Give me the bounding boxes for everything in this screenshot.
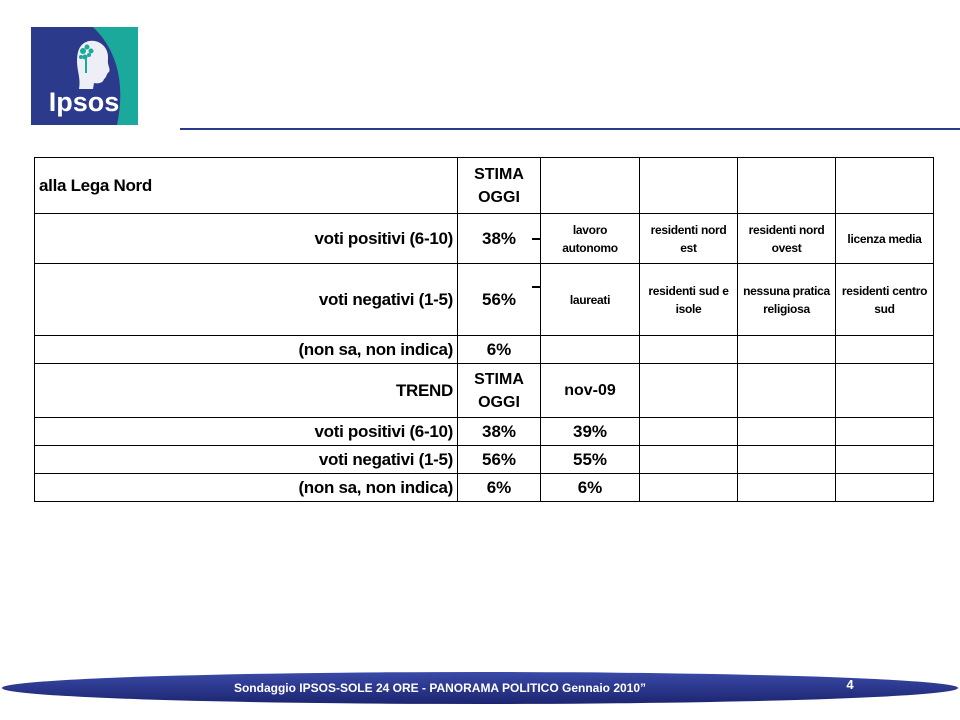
empty-cell <box>738 158 836 214</box>
segment-cell: nessuna pratica religiosa <box>738 264 836 336</box>
segment-cell: licenza media <box>836 214 934 264</box>
empty-cell <box>738 336 836 364</box>
arrow-right-icon <box>532 281 541 293</box>
footer-text: Sondaggio IPSOS-SOLE 24 ORE - PANORAMA POLITICO Gennaio 2010” <box>233 681 647 695</box>
trend-prev-header: nov-09 <box>541 364 640 418</box>
table-row <box>35 336 934 364</box>
empty-cell <box>640 474 738 502</box>
empty-cell <box>836 418 934 446</box>
segment-cell: laureati <box>541 264 640 336</box>
empty-cell <box>738 446 836 474</box>
empty-cell <box>836 336 934 364</box>
segment-cell: residenti nord est <box>640 214 738 264</box>
table-header-row <box>35 158 934 214</box>
empty-cell <box>640 364 738 418</box>
trend-prev: 6% <box>541 474 640 502</box>
segment-cell: lavoro autonomo <box>541 214 640 264</box>
row-label: voti positivi (6-10) <box>35 214 458 264</box>
table-title: alla Lega Nord <box>35 158 458 214</box>
segment-cell: residenti sud e isole <box>640 264 738 336</box>
ipsos-logo <box>31 27 138 125</box>
table-row <box>35 214 934 264</box>
logo-text: Ipsos <box>48 87 120 117</box>
empty-cell <box>640 158 738 214</box>
row-value <box>458 214 541 264</box>
row-label: voti negativi (1-5) <box>35 264 458 336</box>
trend-row-label: voti positivi (6-10) <box>35 418 458 446</box>
row-value: 6% <box>458 336 541 364</box>
empty-cell <box>836 446 934 474</box>
arrow-right-icon <box>532 233 541 245</box>
opinion-table <box>34 157 934 502</box>
trend-estimate-line2: OGGI <box>478 393 520 411</box>
row-value-text: 38% <box>481 228 517 248</box>
row-value <box>458 264 541 336</box>
empty-cell <box>640 336 738 364</box>
row-value-text: 56% <box>481 289 517 309</box>
trend-row-label: (non sa, non indica) <box>35 474 458 502</box>
trend-row <box>35 418 934 446</box>
empty-cell <box>836 364 934 418</box>
page-number: 4 <box>846 677 854 692</box>
header-rule <box>180 128 960 130</box>
segment-cell: residenti centro sud <box>836 264 934 336</box>
empty-cell <box>541 158 640 214</box>
empty-cell <box>640 418 738 446</box>
table-row <box>35 264 934 336</box>
estimate-header-line1: STIMA <box>474 165 524 183</box>
trend-row <box>35 446 934 474</box>
empty-cell <box>738 474 836 502</box>
estimate-header <box>458 158 541 214</box>
trend-now: 38% <box>458 418 541 446</box>
trend-estimate-line1: STIMA <box>474 370 524 388</box>
empty-cell <box>738 418 836 446</box>
empty-cell <box>640 446 738 474</box>
trend-prev: 39% <box>541 418 640 446</box>
empty-cell <box>738 364 836 418</box>
trend-now: 6% <box>458 474 541 502</box>
trend-row <box>35 474 934 502</box>
trend-label: TREND <box>35 364 458 418</box>
empty-cell <box>836 158 934 214</box>
segment-cell: residenti nord ovest <box>738 214 836 264</box>
empty-cell <box>836 474 934 502</box>
empty-cell <box>541 336 640 364</box>
estimate-header-line2: OGGI <box>478 188 520 206</box>
trend-header-row <box>35 364 934 418</box>
trend-prev: 55% <box>541 446 640 474</box>
row-label: (non sa, non indica) <box>35 336 458 364</box>
trend-row-label: voti negativi (1-5) <box>35 446 458 474</box>
footer-bar <box>0 668 960 720</box>
trend-now: 56% <box>458 446 541 474</box>
trend-estimate-header <box>458 364 541 418</box>
